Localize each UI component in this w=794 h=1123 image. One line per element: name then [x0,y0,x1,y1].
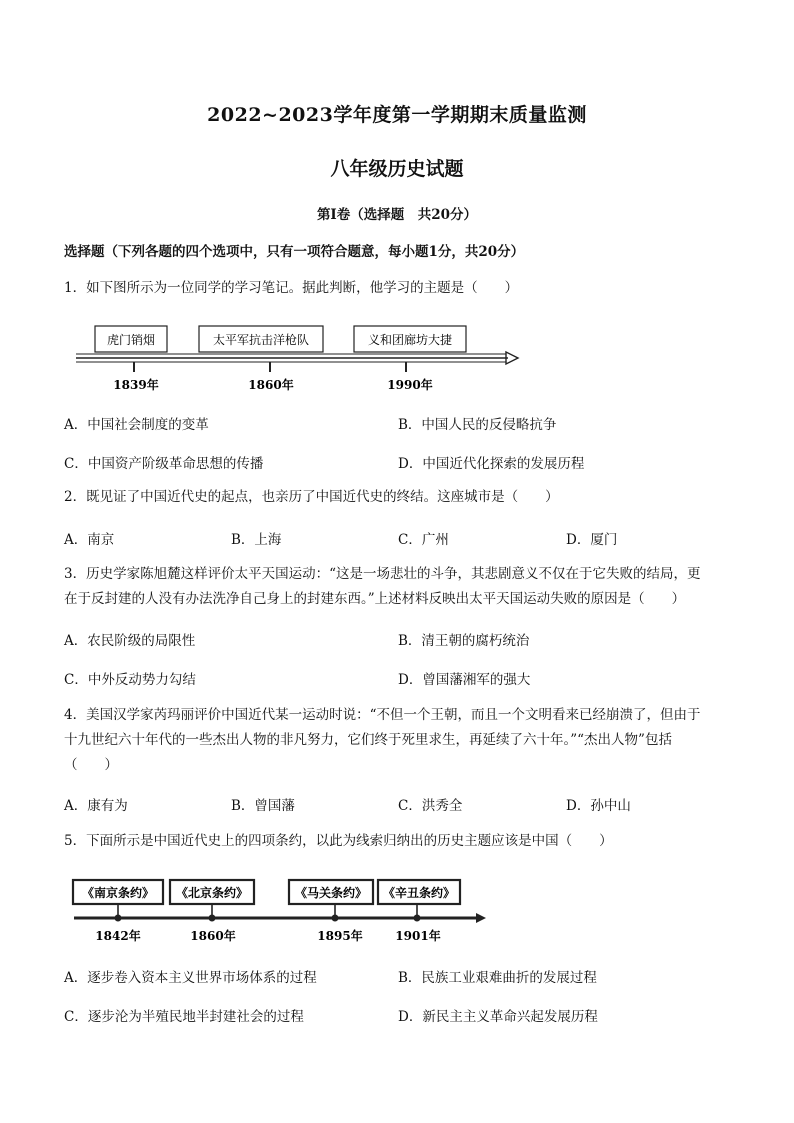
q5-option-c[interactable]: C．逐步沦为半殖民地半封建社会的过程 [64,1009,304,1025]
timeline-5-year: 1895年 [317,929,363,943]
q5-option-d[interactable]: D．新民主主义革命兴起发展历程 [398,1009,598,1025]
timeline-1-event: 虎门销烟 [106,333,156,347]
question-4-stem-line-2: 十九世纪六十年代的一些杰出人物的非凡努力，它们终于死里求生，再延续了六十年。”“杰出人物”包括 [64,732,672,748]
instructions: 选择题（下列各题的四个选项中，只有一项符合题意，每小题1分，共20分） [64,244,525,260]
q2-option-d[interactable]: D．厦门 [566,532,618,548]
timeline-5-treaty: 《北京条约》 [175,886,249,900]
timeline-5-treaty: 《南京条约》 [81,886,155,900]
question-3-stem-line-1: 3．历史学家陈旭麓这样评价太平天国运动：“这是一场悲壮的斗争，其悲剧意义不仅在于它失败的结局，更 [64,566,701,582]
q4-option-d[interactable]: D．孙中山 [566,798,631,814]
timeline-5-dot [209,915,216,922]
timeline-1-year: 1990年 [387,378,433,392]
q4-option-b[interactable]: B．曾国藩 [231,798,295,814]
q1-option-b[interactable]: B．中国人民的反侵略抗争 [398,417,557,433]
question-2-stem: 2．既见证了中国近代史的起点，也亲历了中国近代史的终结。这座城市是（ ） [64,489,559,505]
q2-option-b[interactable]: B．上海 [231,532,282,548]
q5-option-a[interactable]: A．逐步卷入资本主义世界市场体系的过程 [64,970,317,986]
exam-title: 2022~2023学年度第一学期期末质量监测 [207,104,587,126]
timeline-5-treaty: 《辛丑条约》 [382,886,456,900]
timeline-5-year: 1842年 [95,929,141,943]
timeline-5-dot [332,915,339,922]
q4-option-c[interactable]: C．洪秀全 [398,798,463,814]
timeline-1-event: 太平军抗击洋枪队 [212,333,310,347]
q2-option-c[interactable]: C．广州 [398,532,449,548]
q4-option-a[interactable]: A．康有为 [64,798,128,814]
q3-option-d[interactable]: D．曾国藩湘军的强大 [398,672,531,688]
question-1-stem: 1．如下图所示为一位同学的学习笔记。据此判断，他学习的主题是（ ） [64,280,519,296]
q3-option-b[interactable]: B．清王朝的腐朽统治 [398,633,530,649]
question-4-stem-line-3: （ ） [64,757,118,773]
section-heading: 第Ⅰ卷（选择题 共20分） [316,207,478,223]
timeline-5-dot [115,915,122,922]
exam-subtitle: 八年级历史试题 [330,158,464,180]
timeline-5-arrow [476,913,486,923]
q3-option-c[interactable]: C．中外反动势力勾结 [64,672,196,688]
q2-option-a[interactable]: A．南京 [64,532,115,548]
question-5-stem: 5．下面所示是中国近代史上的四项条约，以此为线索归纳出的历史主题应该是中国（ ） [64,833,613,849]
timeline-1-year: 1839年 [113,378,159,392]
q3-option-a[interactable]: A．农民阶级的局限性 [64,633,196,649]
q1-option-d[interactable]: D．中国近代化探索的发展历程 [398,456,585,472]
question-3-stem-line-2: 在于反封建的人没有办法洗净自己身上的封建东西。”上述材料反映出太平天国运动失败的原因是（ ） [64,591,686,607]
q1-option-a[interactable]: A．中国社会制度的变革 [64,417,209,433]
q1-option-c[interactable]: C．中国资产阶级革命思想的传播 [64,456,264,472]
timeline-5-dot [414,915,421,922]
question-4-stem-line-1: 4．美国汉学家芮玛丽评价中国近代某一运动时说：“不但一个王朝，而且一个文明看来已经崩溃了，但由于 [64,707,701,723]
timeline-5-treaty: 《马关条约》 [294,886,368,900]
timeline-1-event: 义和团廊坊大捷 [367,333,453,347]
timeline-1-year: 1860年 [248,378,294,392]
timeline-5-year: 1860年 [190,929,236,943]
timeline-5-year: 1901年 [395,929,441,943]
q5-option-b[interactable]: B．民族工业艰难曲折的发展过程 [398,970,597,986]
